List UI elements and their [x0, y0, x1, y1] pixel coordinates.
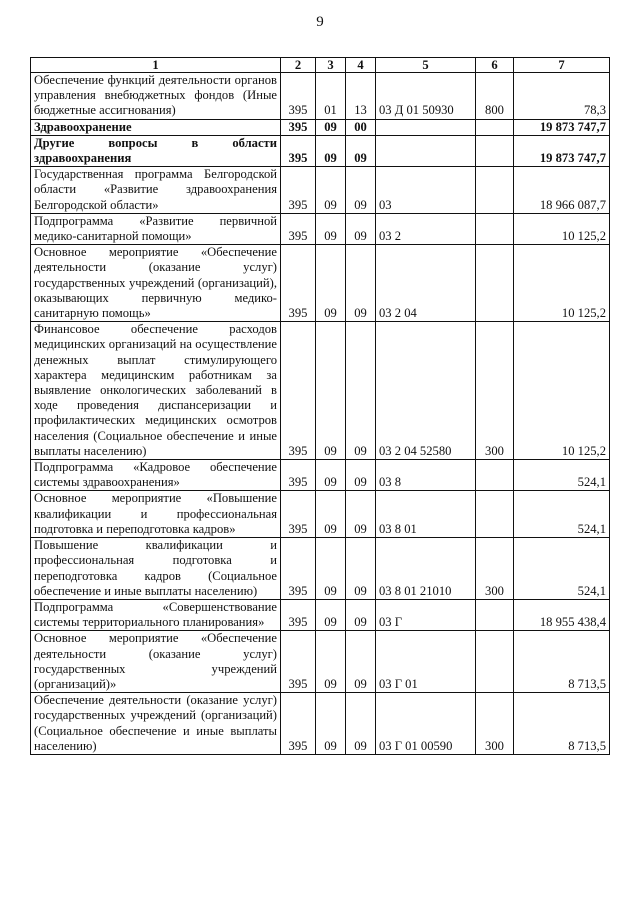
table-row — [31, 538, 610, 600]
row-expense-type-cell — [476, 460, 514, 491]
row-expense-type-cell — [476, 599, 514, 630]
row-subsection-cell: 00 — [346, 119, 376, 135]
row-ministry-code-cell: 395 — [281, 538, 316, 600]
row-ministry-code-cell: 395 — [281, 135, 316, 166]
row-target-article-cell: 03 8 — [376, 460, 476, 491]
column-header-1: 1 — [31, 58, 281, 73]
row-subsection-cell: 09 — [346, 631, 376, 693]
table-row — [31, 460, 610, 491]
table-row — [31, 73, 610, 120]
table-row — [31, 167, 610, 214]
row-ministry-code-cell: 395 — [281, 631, 316, 693]
row-expense-type-cell: 800 — [476, 73, 514, 120]
table-row — [31, 693, 610, 755]
column-header-2: 2 — [281, 58, 316, 73]
row-expense-type-cell — [476, 491, 514, 538]
row-subsection-cell: 09 — [346, 491, 376, 538]
row-target-article-cell: 03 Д 01 50930 — [376, 73, 476, 120]
row-name-cell: Повышение квалификации и профессиональная подготовка и переподготовка кадров (Социальное обеспечение и иные выплаты населению) — [31, 538, 281, 600]
column-header-4: 4 — [346, 58, 376, 73]
table-row — [31, 322, 610, 460]
row-ministry-code-cell: 395 — [281, 245, 316, 322]
row-target-article-cell: 03 2 — [376, 213, 476, 244]
row-section-cell: 09 — [316, 631, 346, 693]
row-section-cell: 09 — [316, 135, 346, 166]
row-subsection-cell: 09 — [346, 322, 376, 460]
row-subsection-cell: 09 — [346, 167, 376, 214]
row-subsection-cell: 09 — [346, 538, 376, 600]
row-amount-cell: 8 713,5 — [514, 631, 610, 693]
row-target-article-cell — [376, 135, 476, 166]
page-number: 9 — [316, 14, 324, 30]
row-ministry-code-cell: 395 — [281, 693, 316, 755]
row-subsection-cell: 09 — [346, 460, 376, 491]
row-amount-cell: 10 125,2 — [514, 322, 610, 460]
row-ministry-code-cell: 395 — [281, 460, 316, 491]
row-expense-type-cell — [476, 631, 514, 693]
row-target-article-cell: 03 Г 01 — [376, 631, 476, 693]
row-section-cell: 09 — [316, 460, 346, 491]
row-section-cell: 09 — [316, 213, 346, 244]
row-section-cell: 09 — [316, 322, 346, 460]
table-row — [31, 119, 610, 135]
row-expense-type-cell — [476, 213, 514, 244]
row-amount-cell: 524,1 — [514, 491, 610, 538]
row-name-cell: Другие вопросы в области здравоохранения — [31, 135, 281, 166]
table-row — [31, 491, 610, 538]
row-subsection-cell: 09 — [346, 693, 376, 755]
row-subsection-cell: 13 — [346, 73, 376, 120]
row-amount-cell: 10 125,2 — [514, 245, 610, 322]
table-row — [31, 135, 610, 166]
row-name-cell: Государственная программа Белгородской области «Развитие здравоохранения Белгородской области» — [31, 167, 281, 214]
row-target-article-cell: 03 — [376, 167, 476, 214]
table-row — [31, 631, 610, 693]
row-name-cell: Подпрограмма «Кадровое обеспечение системы здравоохранения» — [31, 460, 281, 491]
row-ministry-code-cell: 395 — [281, 213, 316, 244]
row-section-cell: 01 — [316, 73, 346, 120]
column-header-6: 6 — [476, 58, 514, 73]
table-row — [31, 599, 610, 630]
row-section-cell: 09 — [316, 245, 346, 322]
row-amount-cell: 18 955 438,4 — [514, 599, 610, 630]
row-target-article-cell: 03 2 04 — [376, 245, 476, 322]
column-header-7: 7 — [514, 58, 610, 73]
row-name-cell: Подпрограмма «Развитие первичной медико-санитарной помощи» — [31, 213, 281, 244]
table-body — [31, 73, 610, 755]
column-header-5: 5 — [376, 58, 476, 73]
row-target-article-cell: 03 8 01 — [376, 491, 476, 538]
row-name-cell: Обеспечение деятельности (оказание услуг) государственных учреждений (организаций) (Социальное обеспечение и иные выплаты населению) — [31, 693, 281, 755]
row-name-cell: Подпрограмма «Совершенствование системы территориального планирования» — [31, 599, 281, 630]
row-expense-type-cell — [476, 245, 514, 322]
row-name-cell: Здравоохранение — [31, 119, 281, 135]
row-expense-type-cell: 300 — [476, 538, 514, 600]
row-name-cell: Финансовое обеспечение расходов медицинских организаций на осуществление денежных выплат стимулирующего характера медицинским работникам за выявление онкологических заболеваний в ходе проведения диспансеризации и профилактических медицинских осмотров населения (Социальное обеспечение и иные выплаты населению) — [31, 322, 281, 460]
row-amount-cell: 8 713,5 — [514, 693, 610, 755]
row-amount-cell: 524,1 — [514, 538, 610, 600]
row-name-cell: Основное мероприятие «Обеспечение деятельности (оказание услуг) государственных учреждений (организаций), оказывающих первичную медико-санитарную помощь» — [31, 245, 281, 322]
row-amount-cell: 78,3 — [514, 73, 610, 120]
row-target-article-cell: 03 2 04 52580 — [376, 322, 476, 460]
row-target-article-cell: 03 8 01 21010 — [376, 538, 476, 600]
table-row — [31, 213, 610, 244]
row-expense-type-cell: 300 — [476, 322, 514, 460]
row-amount-cell: 524,1 — [514, 460, 610, 491]
row-subsection-cell: 09 — [346, 599, 376, 630]
row-ministry-code-cell: 395 — [281, 119, 316, 135]
row-amount-cell: 18 966 087,7 — [514, 167, 610, 214]
row-target-article-cell — [376, 119, 476, 135]
column-header-3: 3 — [316, 58, 346, 73]
row-amount-cell: 19 873 747,7 — [514, 135, 610, 166]
row-ministry-code-cell: 395 — [281, 322, 316, 460]
row-expense-type-cell — [476, 135, 514, 166]
row-name-cell: Основное мероприятие «Обеспечение деятельности (оказание услуг) государственных учреждений (организаций)» — [31, 631, 281, 693]
row-section-cell: 09 — [316, 538, 346, 600]
row-subsection-cell: 09 — [346, 213, 376, 244]
row-name-cell: Обеспечение функций деятельности органов управления внебюджетных фондов (Иные бюджетные ассигнования) — [31, 73, 281, 120]
row-ministry-code-cell: 395 — [281, 599, 316, 630]
row-amount-cell: 10 125,2 — [514, 213, 610, 244]
row-ministry-code-cell: 395 — [281, 73, 316, 120]
table-header-row — [31, 58, 610, 73]
row-expense-type-cell — [476, 119, 514, 135]
table-row — [31, 245, 610, 322]
row-expense-type-cell: 300 — [476, 693, 514, 755]
row-section-cell: 09 — [316, 693, 346, 755]
row-section-cell: 09 — [316, 167, 346, 214]
row-expense-type-cell — [476, 167, 514, 214]
row-ministry-code-cell: 395 — [281, 167, 316, 214]
row-section-cell: 09 — [316, 599, 346, 630]
row-target-article-cell: 03 Г 01 00590 — [376, 693, 476, 755]
row-subsection-cell: 09 — [346, 135, 376, 166]
row-amount-cell: 19 873 747,7 — [514, 119, 610, 135]
row-section-cell: 09 — [316, 491, 346, 538]
row-subsection-cell: 09 — [346, 245, 376, 322]
row-section-cell: 09 — [316, 119, 346, 135]
budget-table — [30, 57, 610, 755]
row-ministry-code-cell: 395 — [281, 491, 316, 538]
row-name-cell: Основное мероприятие «Повышение квалификации и профессиональная подготовка и переподготовка кадров» — [31, 491, 281, 538]
row-target-article-cell: 03 Г — [376, 599, 476, 630]
